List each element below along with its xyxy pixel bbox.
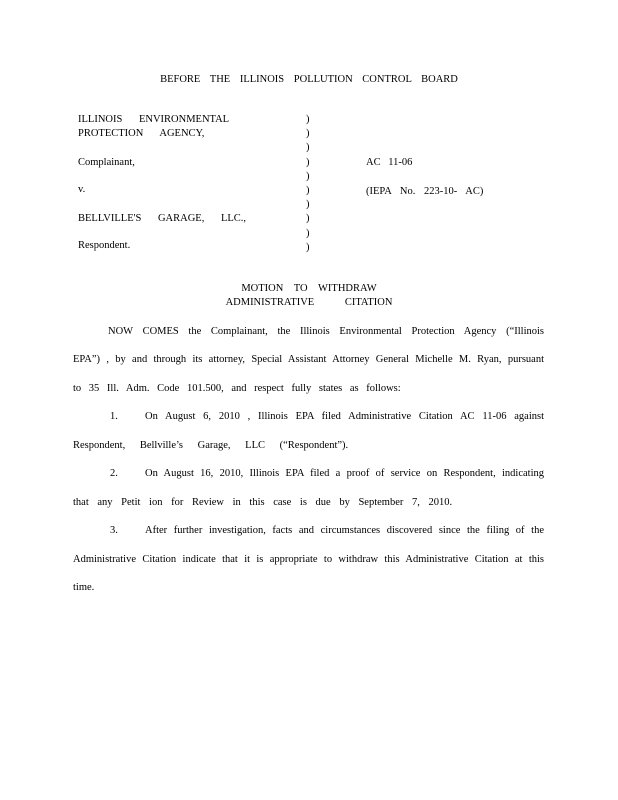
paragraph-1-line1: On August 6, 2010 , Illinois EPA filed Administrative Citation AC 11-06 against	[145, 411, 544, 422]
paragraph-2-line1: On August 16, 2010, Illinois EPA filed a proof of service on Respondent, indicating	[145, 468, 544, 479]
versus-label: v.	[78, 184, 86, 195]
case-number: AC 11-06	[366, 157, 413, 168]
complainant-name-line1: ILLINOIS ENVIRONMENTAL	[78, 114, 230, 125]
complainant-label: Complainant,	[78, 157, 135, 168]
paragraph-3-number: 3.	[110, 525, 118, 536]
paragraph-2-number: 2.	[110, 468, 118, 479]
complainant-name-line2: PROTECTION AGENCY,	[78, 128, 205, 139]
motion-title-line2: ADMINISTRATIVE CITATION	[225, 297, 393, 308]
paragraph-3-line3: time.	[73, 582, 95, 593]
board-title: BEFORE THE ILLINOIS POLLUTION CONTROL BOARD	[160, 74, 458, 85]
paragraph-2-line2: that any Petit ion for Review in this case is due by September 7, 2010.	[73, 497, 453, 508]
intro-line3: to 35 Ill. Adm. Code 101.500, and respect fully states as follows:	[73, 383, 401, 394]
respondent-label: Respondent.	[78, 240, 131, 251]
paragraph-1-number: 1.	[110, 411, 118, 422]
intro-line1: NOW COMES the Complainant, the Illinois Environmental Protection Agency (“Illinois	[108, 326, 544, 337]
motion-title-line1: MOTION TO WITHDRAW	[241, 283, 377, 294]
paragraph-1-line2: Respondent, Bellville’s Garage, LLC (“Respondent”).	[73, 440, 349, 451]
caption-divider: ) ) ) ) ) ) ) ) ) )	[306, 114, 310, 253]
respondent-name: BELLVILLE'S GARAGE, LLC.,	[78, 213, 247, 224]
paragraph-3-line1: After further investigation, facts and circumstances discovered since the filing of the	[145, 525, 544, 536]
intro-line2: EPA”) , by and through its attorney, Special Assistant Attorney General Michelle M. Ryan, pursuant	[73, 354, 544, 365]
paragraph-3-line2: Administrative Citation indicate that it is appropriate to withdraw this Administrative Citation at this	[73, 554, 544, 565]
iepa-number: (IEPA No. 223-10- AC)	[366, 186, 484, 197]
